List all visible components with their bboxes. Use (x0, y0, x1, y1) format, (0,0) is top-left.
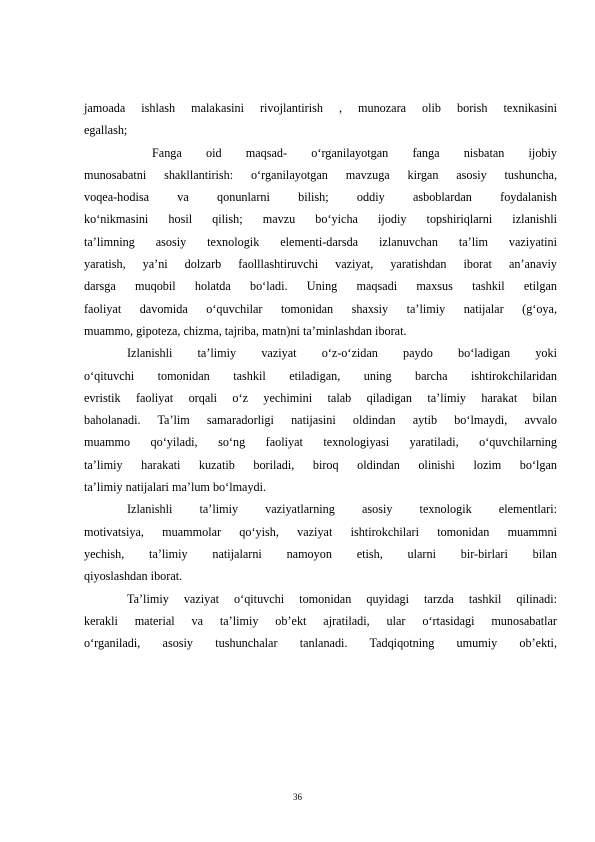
text-line: ko‘nikmasini hosil qilish; mavzu bo‘yicha ijodiy topshiriqlarni izlanishli (84, 212, 557, 227)
text-line: Fanga oid maqsad- o‘rganilayotgan fanga nisbatan ijobiy (152, 145, 557, 160)
text-line: yechish, ta’limiy natijalarni namoyon etish, ularni bir-birlari bilan (84, 546, 557, 561)
text-line: munosabatni shakllantirish: o‘rganilayotgan mavzuga kirgan asosiy tushuncha, (84, 167, 557, 182)
text-line: Ta’limiy vaziyat o‘qituvchi tomonidan quyidagi tarzda tashkil qilinadi: (127, 591, 557, 606)
text-line: evristik faoliyat orqali o‘z yechimini talab qiladigan ta’limiy harakat bilan (84, 390, 557, 405)
text-line: egallash; (84, 123, 128, 138)
text-line: jamoada ishlash malakasini rivojlantirish , munozara olib borish texnikasini (84, 101, 557, 115)
text-line: baholanadi. Ta’lim samaradorligi natijasini oldindan aytib bo‘lmaydi, avvalo (84, 413, 557, 428)
text-line: ta’limiy natijalari ma’lum bo‘lmaydi. (84, 480, 267, 495)
text-line: darsga muqobil holatda bo‘ladi. Uning maqsadi maxsus tashkil etilgan (84, 279, 557, 294)
text-line: kerakli material va ta’limiy ob’ekt ajratiladi, ular o‘rtasidagi munosabatlar (84, 613, 557, 628)
text-line: ta’limiy harakati kuzatib boriladi, biroq oldindan olinishi lozim bo‘lgan (84, 457, 557, 472)
text-line: o‘qituvchi tomonidan tashkil etiladigan, uning barcha ishtirokchilaridan (84, 368, 557, 383)
page-number: 36 (293, 792, 302, 802)
text-line: motivatsiya, muammolar qo‘yish, vaziyat ishtirokchilari tomonidan muammni (84, 524, 557, 539)
body-text (84, 97, 557, 654)
text-line: muammo qo‘yiladi, so‘ng faoliyat texnologiyasi yaratiladi, o‘quvchilarning (84, 435, 557, 450)
text-line: yaratish, ya’ni dolzarb faolllashtiruvchi vaziyat, yaratishdan iborat an’anaviy (84, 257, 557, 272)
text-line: faoliyat davomida o‘quvchilar tomonidan shaxsiy ta’limiy natijalar (g‘oya, (84, 301, 557, 316)
text-line: ta’limning asosiy texnologik elementi-darsda izlanuvchan ta’lim vaziyatini (84, 234, 557, 249)
text-line: muammo, gipoteza, chizma, tajriba, matn)ni ta’minlashdan iborat. (84, 323, 407, 338)
text-line: qiyoslashdan iborat. (84, 569, 183, 584)
text-line: o‘rganiladi, asosiy tushunchalar tanlanadi. Tadqiqotning umumiy ob’ekti, (84, 636, 557, 651)
text-line: Izlanishli ta’limiy vaziyat o‘z-o‘zidan paydo bo‘ladigan yoki (127, 346, 557, 361)
text-line: voqea-hodisa va qonunlarni bilish; oddiy asboblardan foydalanish (84, 190, 557, 205)
text-line: Izlanishli ta’limiy vaziyatlarning asosiy texnologik elementlari: (127, 502, 557, 517)
